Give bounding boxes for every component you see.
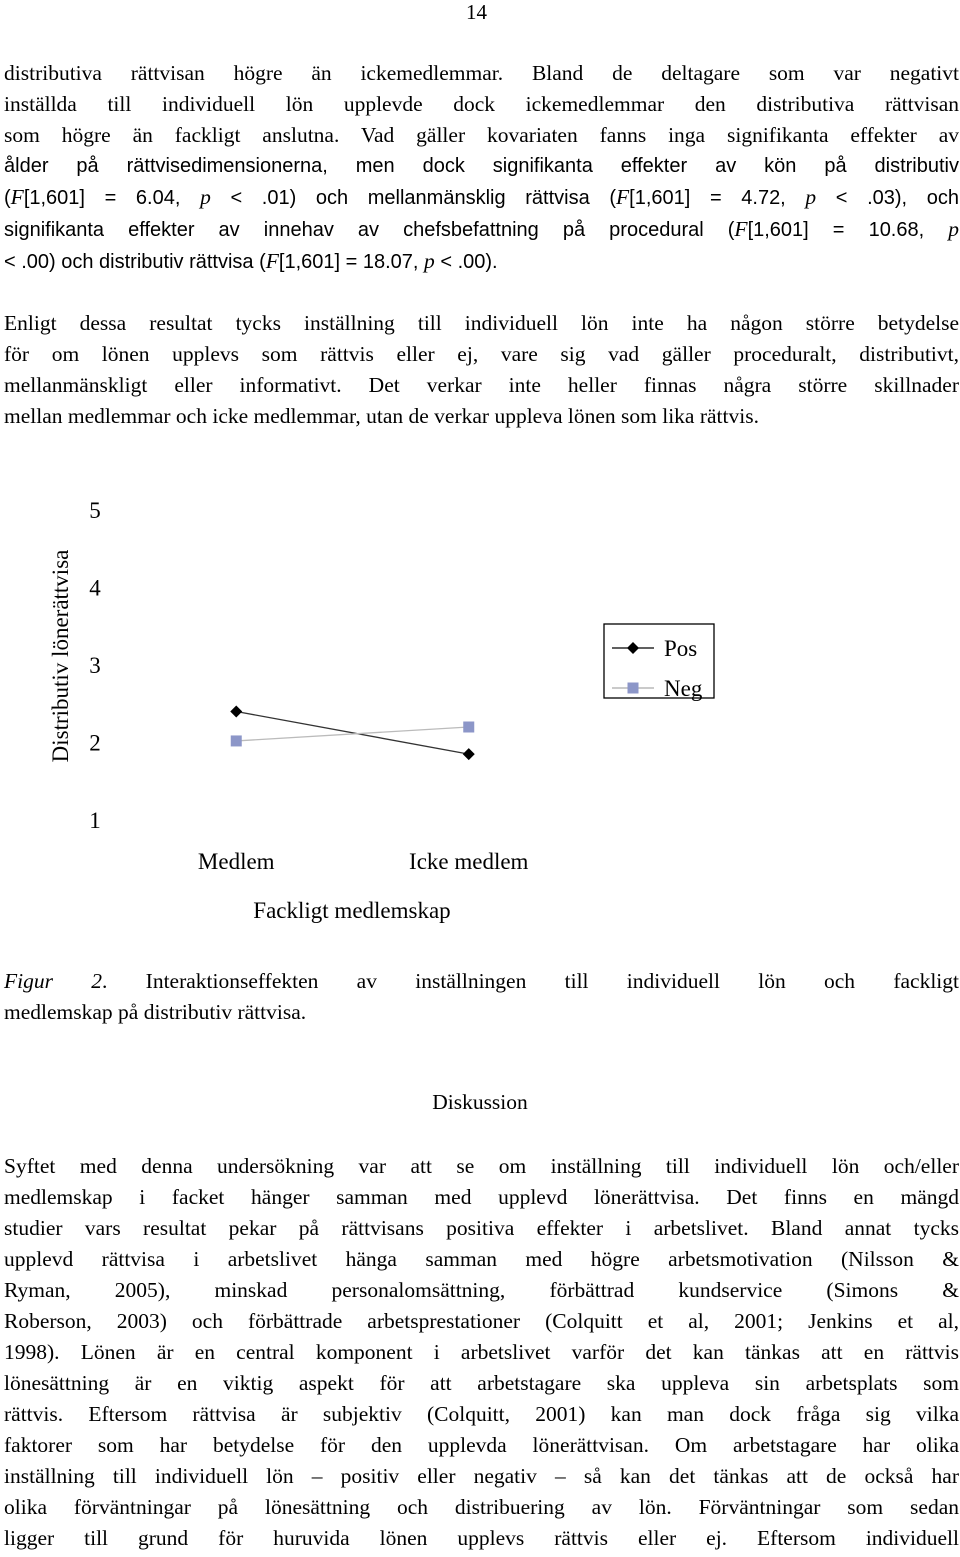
data-point-pos [463, 748, 475, 760]
text-line: för om lönen upplevs som rättvis eller ej, vare sig vad gäller proceduralt, distributivt, [4, 342, 959, 366]
y-tick-label: 3 [89, 653, 101, 678]
text-line: upplevd rättvisa i arbetslivet hänga samman med högre arbetsmotivation (Nilsson & [4, 1247, 959, 1271]
data-point-neg [231, 735, 242, 746]
legend-label: Neg [664, 676, 703, 701]
y-tick-label: 4 [89, 575, 101, 601]
caption-line: medlemskap på distributiv rättvisa. [4, 1000, 307, 1024]
y-tick-label: 1 [89, 808, 101, 833]
text-line: Roberson, 2003) och förbättrade arbetsprestationer (Colquitt et al, 2001; Jenkins et al, [4, 1309, 959, 1333]
data-point-neg [463, 722, 474, 733]
text-line: < .00) och distributiv rättvisa (F[1,601] = 18.07, p < .00). [4, 249, 498, 273]
text-line: ålder på rättvisedimensionerna, men dock signifikanta effekter av kön på distributiv [4, 155, 959, 177]
text-line: Enligt dessa resultat tycks inställning till individuell lön inte ha någon större betydelse [4, 311, 959, 335]
paragraph-conclusion [4, 308, 959, 432]
interaction-line-chart [0, 490, 760, 930]
series-lines [236, 712, 469, 755]
x-tick-label: Icke medlem [409, 849, 529, 874]
figure-label: Figur 2 [4, 969, 103, 993]
text-line: studier vars resultat pekar på rättvisans positiva effekter i arbetslivet. Bland annat tycks [4, 1216, 959, 1240]
data-point-pos [230, 706, 242, 718]
caption-line: Figur 2. Interaktionseffekten av inställningen till individuell lön och fackligt [4, 969, 959, 993]
x-tick-label: Medlem [197, 849, 275, 874]
text-line: mellanmänskligt eller informativt. Det verkar inte heller finnas några större skillnader [4, 373, 959, 397]
page-number: 14 [466, 0, 487, 24]
paragraph-discussion [4, 1151, 959, 1554]
text-line: medlemskap i facket hänger samman med upplevd lönerättvisa. Det finns en mängd [4, 1185, 959, 1209]
text-line: inställda till individuell lön upplevde dock ickemedlemmar den distributiva rättvisan [4, 92, 959, 116]
text-line: Ryman, 2005), minskad personalomsättning, förbättrad kundservice (Simons & [4, 1278, 959, 1302]
text-line: som högre än fackligt anslutna. Vad gäller kovariaten fanns inga signifikanta effekter av [4, 123, 959, 147]
legend-label: Pos [664, 636, 698, 661]
text-line: signifikanta effekter av innehav av chefsbefattning på procedural (F[1,601] = 10.68, p [4, 217, 960, 241]
x-axis-ticks [198, 849, 529, 874]
text-line: (F[1,601] = 6.04, p < .01) och mellanmänsklig rättvisa (F[1,601] = 4.72, p < .03), och [4, 185, 960, 209]
series-line-pos [236, 712, 469, 755]
figure-caption [4, 966, 959, 1028]
series-line-neg [236, 727, 469, 741]
y-axis-label: Distributiv lönerättvisa [48, 549, 73, 763]
text-line: Syftet med denna undersökning var att se om inställning till individuell lön och/eller [4, 1154, 959, 1178]
text-line: rättvis. Eftersom rättvisa är subjektiv (Colquitt, 2001) kan man dock fråga sig vilka [4, 1402, 959, 1426]
text-line: 1998). Lönen är en central komponent i arbetslivet varför det kan tänkas att en rättvis [4, 1340, 959, 1364]
text-line: distributiva rättvisan högre än ickemedlemmar. Bland de deltagare som var negativt [4, 61, 959, 85]
section-heading: Diskussion [432, 1090, 528, 1114]
y-tick-label: 5 [89, 498, 101, 523]
y-tick-label: 2 [89, 730, 101, 756]
text-line: lönesättning är en viktig aspekt för att arbetstagare ska uppleva sin arbetsplats som [4, 1371, 959, 1395]
text-line: faktorer som har betydelse för den upplevda lönerättvisan. Om arbetstagare har olika [4, 1433, 959, 1457]
legend-marker [628, 683, 639, 694]
x-axis-label: Fackligt medlemskap [253, 898, 451, 923]
text-line: olika förväntningar på lönesättning och distribuering av lön. Förväntningar som sedan [4, 1495, 959, 1519]
text-line: mellan medlemmar och icke medlemmar, utan de verkar uppleva lönen som lika rättvis. [4, 404, 759, 428]
text-line: inställning till individuell lön – positiv eller negativ – så kan det tänkas att de också har [4, 1464, 959, 1488]
paragraph-results [4, 58, 959, 278]
text-line: ligger till grund för huruvida lönen upplevs rättvis eller ej. Eftersom individuell [4, 1526, 959, 1550]
y-axis-ticks [89, 498, 101, 833]
